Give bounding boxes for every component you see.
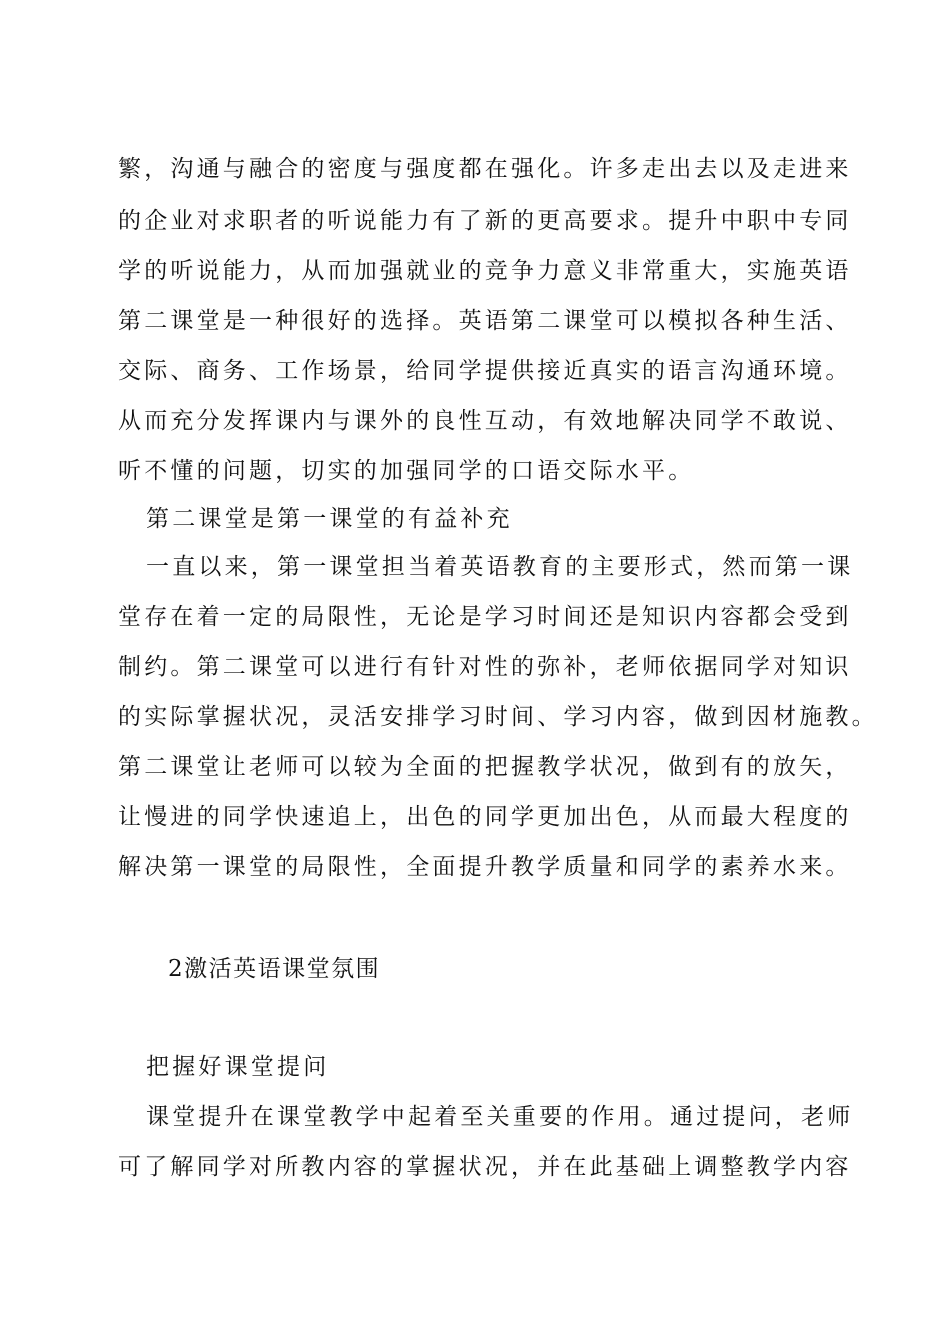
paragraph-line: 一直以来，第一课堂担当着英语教育的主要形式，然而第一课: [146, 554, 854, 580]
paragraph-line: 解决第一课堂的局限性，全面提升教学质量和同学的素养水来。: [118, 854, 852, 880]
paragraph-line: 听不懂的问题，切实的加强同学的口语交际水平。: [118, 458, 695, 484]
paragraph-line: 的企业对求职者的听说能力有了新的更高要求。提升中职中专同: [118, 208, 852, 234]
paragraph-line: 第二课堂让老师可以较为全面的把握教学状况，做到有的放矢，: [118, 754, 852, 780]
section-subheading: 把握好课堂提问: [146, 1054, 330, 1080]
paragraph-line: 从而充分发挥课内与课外的良性互动，有效地解决同学不敢说、: [118, 408, 852, 434]
paragraph-line: 可了解同学对所教内容的掌握状况，并在此基础上调整教学内容: [118, 1154, 852, 1180]
paragraph-line: 让慢进的同学快速追上，出色的同学更加出色，从而最大程度的: [118, 804, 852, 830]
paragraph-line: 学的听说能力，从而加强就业的竞争力意义非常重大，实施英语: [118, 258, 852, 284]
paragraph-line: 交际、商务、工作场景，给同学提供接近真实的语言沟通环境。: [118, 358, 852, 384]
paragraph-line: 繁，沟通与融合的密度与强度都在强化。许多走出去以及走进来: [118, 156, 852, 182]
paragraph-line: 堂存在着一定的局限性，无论是学习时间还是知识内容都会受到: [118, 604, 852, 630]
section-heading: 2激活英语课堂氛围: [168, 956, 381, 982]
paragraph-line: 的实际掌握状况，灵活安排学习时间、学习内容，做到因材施教。: [118, 704, 878, 730]
section-subheading: 第二课堂是第一课堂的有益补充: [146, 506, 513, 532]
paragraph-line: 课堂提升在课堂教学中起着至关重要的作用。通过提问，老师: [146, 1104, 854, 1130]
paragraph-line: 制约。第二课堂可以进行有针对性的弥补，老师依据同学对知识: [118, 654, 852, 680]
paragraph-line: 第二课堂是一种很好的选择。英语第二课堂可以模拟各种生活、: [118, 308, 852, 334]
